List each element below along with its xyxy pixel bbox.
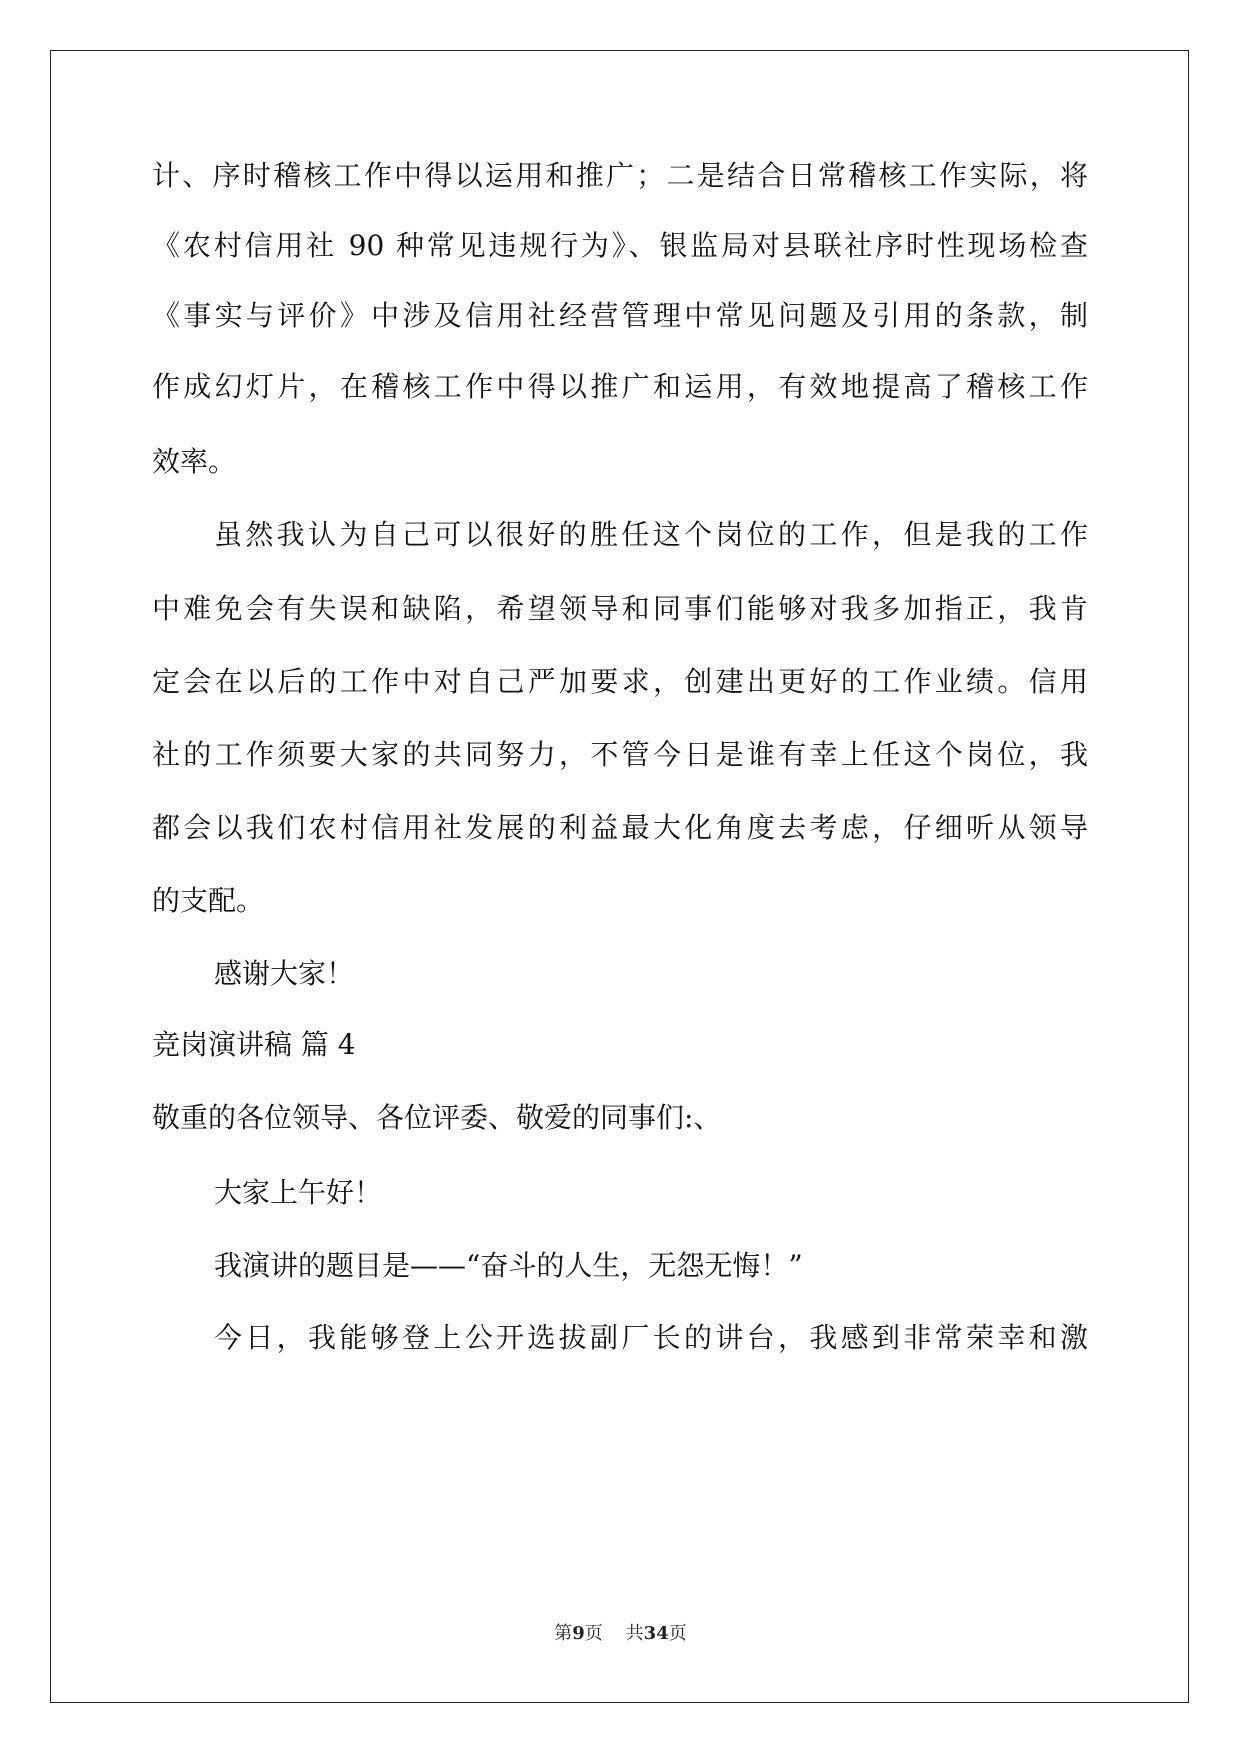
closing-line: 感谢大家！: [214, 957, 355, 990]
page-footer: [0, 1622, 1241, 1646]
page-label-prefix: 第: [554, 1623, 573, 1644]
body-line: 《事实与评价》中涉及信用社经营管理中常见问题及引用的条款，制: [152, 299, 1088, 332]
body-line: 计、序时稽核工作中得以运用和推广；二是结合日常稽核工作实际，将: [152, 159, 1088, 192]
total-label-prefix: 共: [625, 1623, 644, 1644]
speech-title-line: 我演讲的题目是——“奋斗的人生，无怨无悔！”: [214, 1249, 803, 1282]
paragraph-first-line: 虽然我认为自己可以很好的胜任这个岗位的工作，但是我的工作: [214, 518, 1088, 551]
greeting: 大家上午好！: [214, 1176, 383, 1209]
page-label-suffix: 页: [584, 1623, 603, 1644]
body-line: 都会以我们农村信用社发展的利益最大化角度去考虑，仔细听从领导: [152, 811, 1088, 844]
paragraph-first-line: 今日，我能够登上公开选拔副厂长的讲台，我感到非常荣幸和激: [214, 1321, 1088, 1354]
section-heading: 竞岗演讲稿 篇 4: [152, 1028, 356, 1061]
body-line: 效率。: [152, 445, 237, 478]
body-line: 《农村信用社 90 种常见违规行为》、银监局对县联社序时性现场检查: [152, 229, 1088, 262]
page-number: 9: [572, 1623, 585, 1644]
body-line: 中难免会有失误和缺陷，希望领导和同事们能够对我多加指正，我肯: [152, 592, 1088, 625]
body-line: 作成幻灯片，在稽核工作中得以推广和运用，有效地提高了稽核工作: [152, 370, 1088, 403]
salutation: 敬重的各位领导、各位评委、敬爱的同事们:、: [152, 1101, 722, 1134]
total-label-suffix: 页: [668, 1623, 687, 1644]
total-pages: 34: [643, 1623, 669, 1644]
body-line: 的支配。: [152, 884, 265, 917]
body-line: 社的工作须要大家的共同努力，不管今日是谁有幸上任这个岗位，我: [152, 738, 1088, 771]
body-line: 定会在以后的工作中对自己严加要求，创建出更好的工作业绩。信用: [152, 665, 1088, 698]
